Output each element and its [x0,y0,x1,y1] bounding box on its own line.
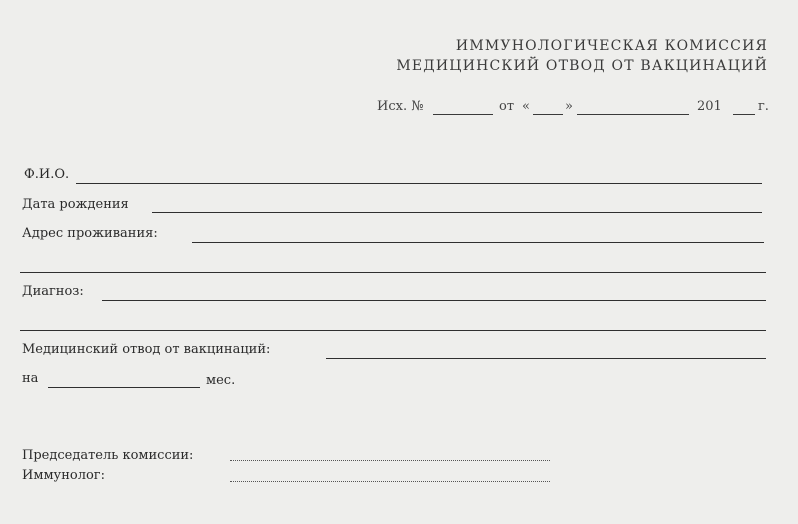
ref-number-field[interactable] [433,114,493,115]
exemption-field[interactable] [326,358,766,359]
ref-year-prefix: 201 [697,99,722,114]
reference-row [377,99,771,119]
address-label: Адрес проживания: [22,226,158,241]
ref-year-field[interactable] [733,114,755,115]
ref-day-field[interactable] [533,114,563,115]
ref-open-quote: « [522,99,530,114]
address-field-line-2[interactable] [20,272,766,273]
ref-month-field[interactable] [577,114,689,115]
duration-months-field[interactable] [48,387,200,388]
duration-prefix: на [22,371,39,386]
exemption-label: Медицинский отвод от вакцинаций: [22,342,271,357]
immunologist-signature-field[interactable] [230,481,550,482]
ref-from-label: от [499,99,515,114]
chairman-signature-field[interactable] [230,460,550,461]
form-header-title: МЕДИЦИНСКИЙ ОТВОД ОТ ВАКЦИНАЦИЙ [396,58,768,74]
diagnosis-field[interactable] [102,300,766,301]
fio-field[interactable] [76,183,762,184]
fio-label: Ф.И.О. [24,167,70,182]
ref-close-quote: » [565,99,573,114]
diagnosis-label: Диагноз: [22,284,84,299]
form-header-commission: ИММУНОЛОГИЧЕСКАЯ КОМИССИЯ [455,38,768,54]
duration-suffix: мес. [206,373,236,388]
address-field[interactable] [192,242,764,243]
birth-date-field[interactable] [152,212,762,213]
diagnosis-field-line-2[interactable] [20,330,766,331]
ref-number-label: Исх. № [377,99,424,114]
birth-date-label: Дата рождения [22,197,129,212]
chairman-label: Председатель комиссии: [22,448,194,463]
immunologist-label: Иммунолог: [22,468,105,483]
ref-year-suffix: г. [758,99,769,114]
